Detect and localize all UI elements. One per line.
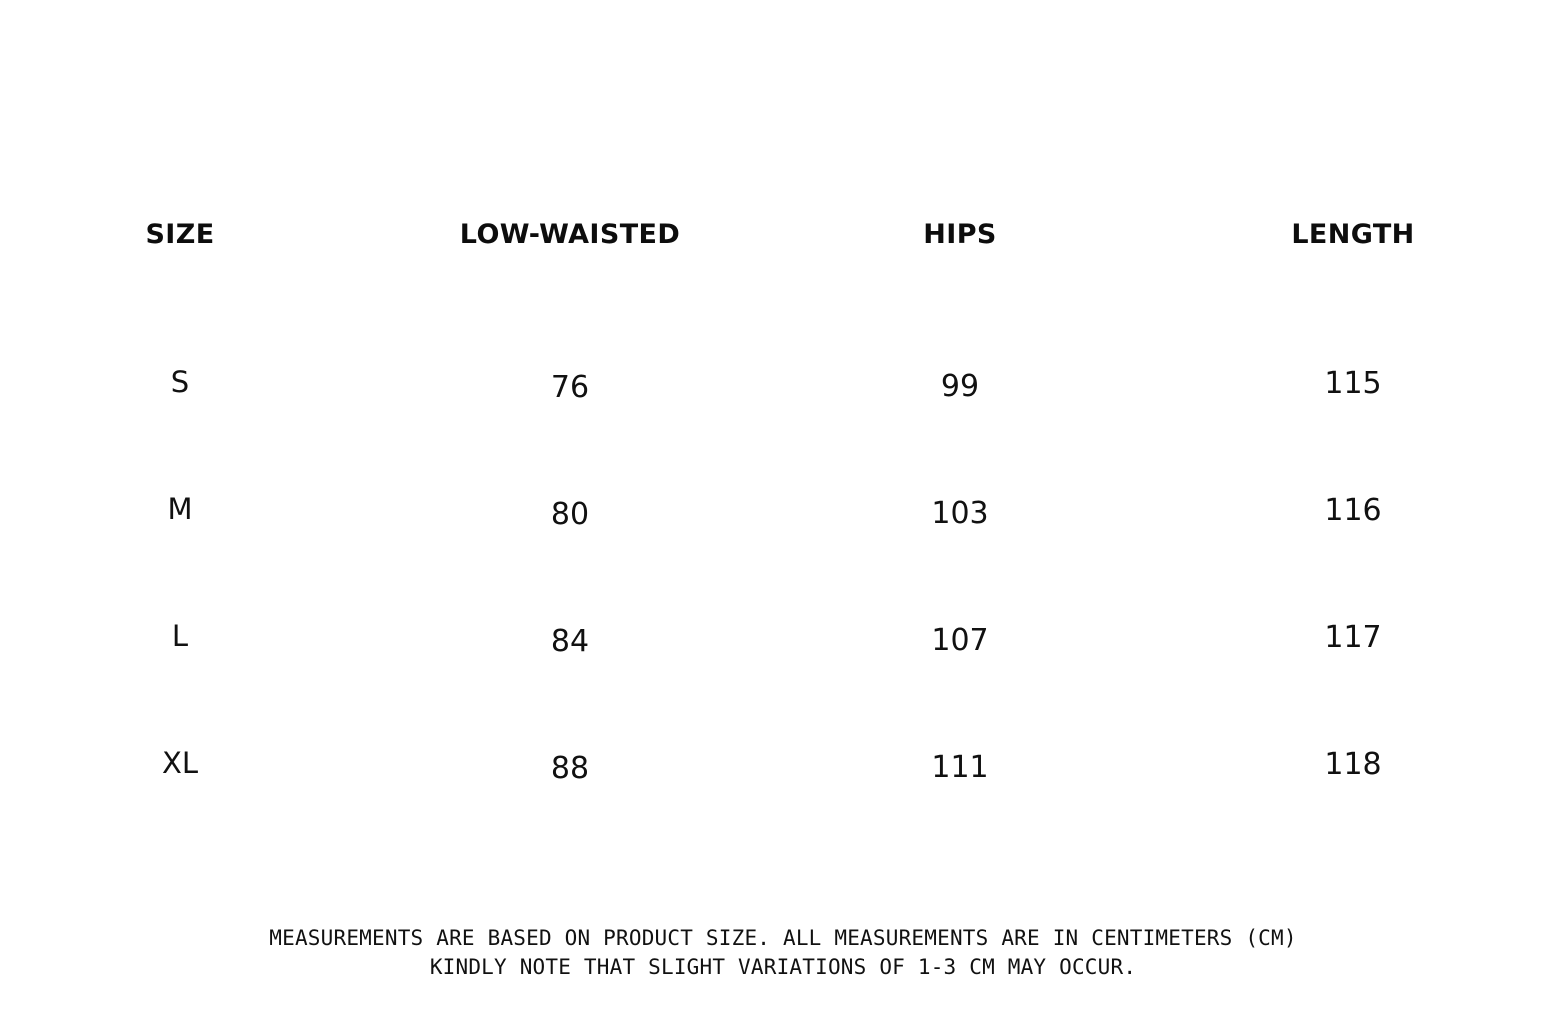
table-row: [0, 449, 1566, 576]
cell-low-waisted: 76: [550, 370, 590, 405]
cell-hips: 103: [931, 496, 989, 531]
column-header-low-waisted: LOW-WAISTED: [459, 219, 681, 250]
cell-low-waisted: 80: [550, 497, 590, 532]
table-row: [0, 703, 1566, 830]
table-header: [0, 0, 1566, 322]
cell-length: 117: [1324, 620, 1382, 655]
table-header-row: [0, 0, 1566, 322]
cell-size: S: [170, 364, 190, 399]
cell-length: 115: [1324, 366, 1382, 401]
cell-hips: 111: [931, 750, 989, 785]
cell-hips: 99: [940, 369, 980, 404]
disclaimer-line-1: MEASUREMENTS ARE BASED ON PRODUCT SIZE. ALL MEASUREMENTS ARE IN CENTIMETERS (CM): [269, 926, 1297, 950]
cell-size: L: [171, 618, 189, 653]
column-header-length: LENGTH: [1291, 219, 1415, 250]
measurement-disclaimer: [0, 924, 1566, 982]
cell-size: M: [167, 491, 193, 526]
cell-length: 116: [1324, 493, 1382, 528]
cell-size: XL: [161, 745, 199, 780]
column-header-hips: HIPS: [923, 219, 997, 250]
cell-low-waisted: 88: [550, 751, 590, 786]
column-header-size: SIZE: [145, 219, 215, 250]
cell-hips: 107: [931, 623, 989, 658]
cell-low-waisted: 84: [550, 624, 590, 659]
table-row: [0, 322, 1566, 449]
disclaimer-line-2: KINDLY NOTE THAT SLIGHT VARIATIONS OF 1-3 CM MAY OCCUR.: [429, 955, 1137, 979]
table-body: [0, 322, 1566, 830]
cell-length: 118: [1324, 747, 1382, 782]
table-row: [0, 576, 1566, 703]
